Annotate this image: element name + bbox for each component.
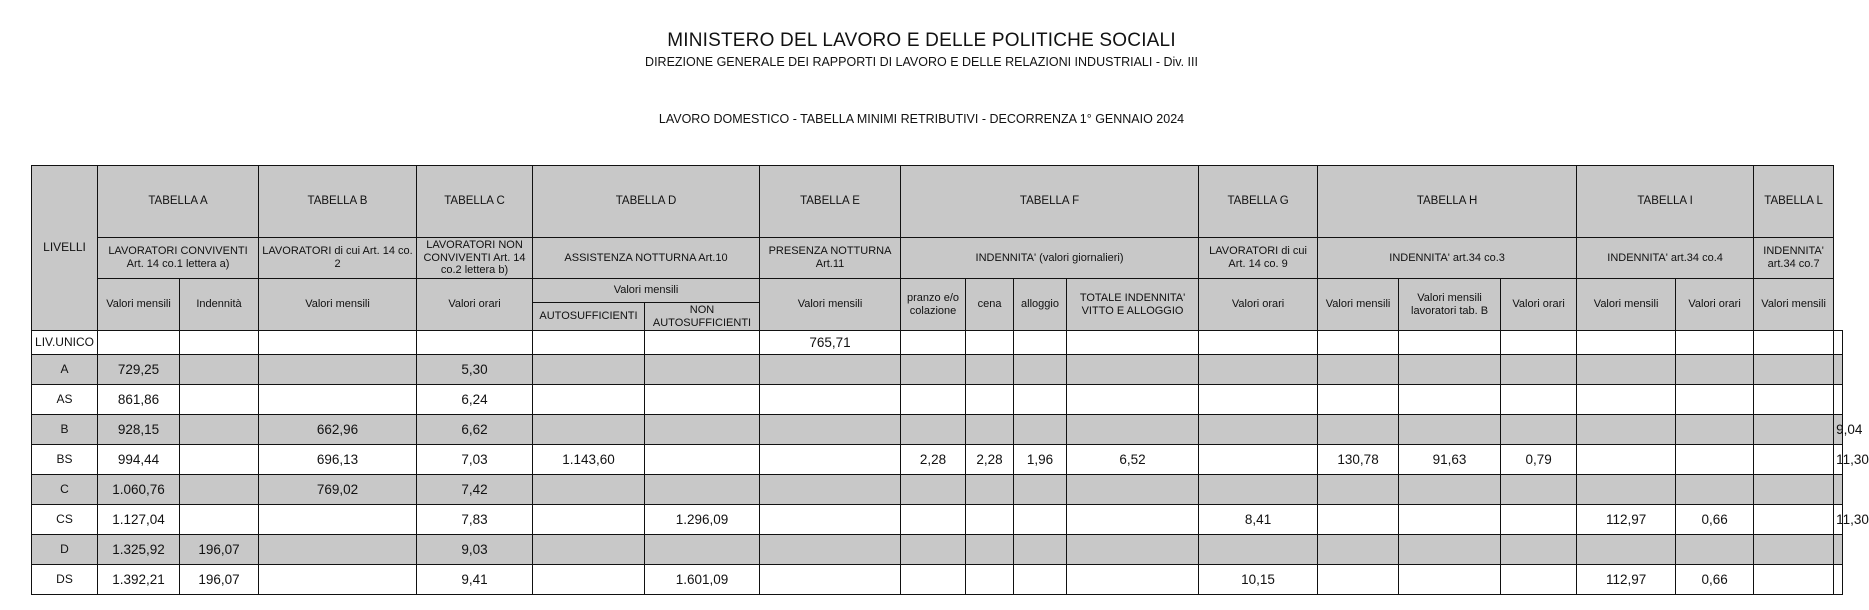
value-cell <box>901 355 966 385</box>
value-cell <box>1399 535 1501 565</box>
value-cell: 112,97 <box>1577 565 1676 595</box>
value-cell <box>645 355 760 385</box>
value-cell <box>1014 385 1067 415</box>
col-f-alloggio: alloggio <box>1014 279 1067 331</box>
value-cell <box>645 445 760 475</box>
value-cell <box>1754 331 1834 355</box>
value-cell <box>645 385 760 415</box>
value-cell <box>1014 331 1067 355</box>
value-cell: 1.601,09 <box>645 565 760 595</box>
tabella-i-desc: INDENNITA' art.34 co.4 <box>1577 238 1754 279</box>
value-cell <box>1067 415 1199 445</box>
value-cell <box>1834 385 1843 415</box>
value-cell <box>259 385 417 415</box>
value-cell: 11,30 <box>1834 505 1843 535</box>
value-cell <box>533 565 645 595</box>
col-l-valori-mensili: Valori mensili <box>1754 279 1834 331</box>
value-cell <box>760 565 901 595</box>
value-cell <box>1754 355 1834 385</box>
value-cell <box>645 475 760 505</box>
tabella-f-header: TABELLA F <box>901 166 1199 238</box>
value-cell <box>1834 331 1843 355</box>
value-cell <box>1501 385 1577 415</box>
col-e-valori-mensili: Valori mensili <box>760 279 901 331</box>
value-cell <box>180 475 259 505</box>
value-cell <box>259 565 417 595</box>
value-cell <box>1318 385 1399 415</box>
tabella-e-header: TABELLA E <box>760 166 901 238</box>
value-cell <box>1834 475 1843 505</box>
value-cell <box>1014 565 1067 595</box>
value-cell <box>645 415 760 445</box>
value-cell <box>1834 565 1843 595</box>
value-cell: 112,97 <box>1577 505 1676 535</box>
value-cell: 9,41 <box>417 565 533 595</box>
value-cell <box>417 331 533 355</box>
col-d-valori-mensili: Valori mensili <box>533 279 760 303</box>
tabella-b-desc: LAVORATORI di cui Art. 14 co. 2 <box>259 238 417 279</box>
col-h-valori-orari: Valori orari <box>1501 279 1577 331</box>
value-cell <box>645 331 760 355</box>
value-cell <box>1676 331 1754 355</box>
level-cell: A <box>32 355 98 385</box>
col-h-valori-mensili-tab-b: Valori mensili lavoratori tab. B <box>1399 279 1501 331</box>
value-cell: 196,07 <box>180 535 259 565</box>
tabella-h-header: TABELLA H <box>1318 166 1577 238</box>
value-cell: 196,07 <box>180 565 259 595</box>
value-cell: 696,13 <box>259 445 417 475</box>
value-cell: 6,24 <box>417 385 533 415</box>
table-row <box>32 355 1843 385</box>
value-cell <box>1577 415 1676 445</box>
value-cell: 7,83 <box>417 505 533 535</box>
value-cell: 1.060,76 <box>98 475 180 505</box>
table-row <box>32 331 1843 355</box>
value-cell <box>901 475 966 505</box>
col-a-valori-mensili: Valori mensili <box>98 279 180 331</box>
tabella-c-desc: LAVORATORI NON CONVIVENTI Art. 14 co.2 lettera b) <box>417 238 533 279</box>
tabella-g-header: TABELLA G <box>1199 166 1318 238</box>
col-f-pranzo: pranzo e/o colazione <box>901 279 966 331</box>
level-cell: D <box>32 535 98 565</box>
value-cell <box>1501 505 1577 535</box>
value-cell <box>259 331 417 355</box>
table-row <box>32 565 1843 595</box>
value-cell <box>180 415 259 445</box>
level-cell: B <box>32 415 98 445</box>
value-cell <box>966 475 1014 505</box>
level-cell: CS <box>32 505 98 535</box>
level-cell: BS <box>32 445 98 475</box>
value-cell: 1.325,92 <box>98 535 180 565</box>
document-title: LAVORO DOMESTICO - TABELLA MINIMI RETRIBUTIVI - DECORRENZA 1° GENNAIO 2024 <box>658 112 1185 126</box>
value-cell <box>901 415 966 445</box>
value-cell <box>760 415 901 445</box>
value-cell <box>760 505 901 535</box>
tabella-b-header: TABELLA B <box>259 166 417 238</box>
value-cell <box>1399 565 1501 595</box>
value-cell <box>98 331 180 355</box>
value-cell <box>180 331 259 355</box>
level-cell: DS <box>32 565 98 595</box>
value-cell <box>1501 565 1577 595</box>
value-cell: 130,78 <box>1318 445 1399 475</box>
tabella-h-desc: INDENNITA' art.34 co.3 <box>1318 238 1577 279</box>
value-cell <box>259 535 417 565</box>
value-cell <box>1014 475 1067 505</box>
col-i-valori-mensili: Valori mensili <box>1577 279 1676 331</box>
value-cell <box>1318 331 1399 355</box>
value-cell <box>1754 445 1834 475</box>
value-cell <box>533 535 645 565</box>
value-cell <box>901 535 966 565</box>
col-i-valori-orari: Valori orari <box>1676 279 1754 331</box>
tabella-f-desc: INDENNITA' (valori giornalieri) <box>901 238 1199 279</box>
value-cell: 0,66 <box>1676 505 1754 535</box>
page-title: MINISTERO DEL LAVORO E DELLE POLITICHE SOCIALI <box>667 30 1176 51</box>
value-cell: 1,96 <box>1014 445 1067 475</box>
value-cell <box>1754 535 1834 565</box>
value-cell <box>1014 355 1067 385</box>
value-cell <box>1199 355 1318 385</box>
value-cell <box>901 385 966 415</box>
value-cell <box>1014 415 1067 445</box>
value-cell: 765,71 <box>760 331 901 355</box>
value-cell <box>1754 505 1834 535</box>
value-cell <box>533 331 645 355</box>
col-d-autosufficienti: AUTOSUFFICIENTI <box>533 303 645 331</box>
col-b-valori-mensili: Valori mensili <box>259 279 417 331</box>
value-cell <box>645 535 760 565</box>
value-cell <box>1834 355 1843 385</box>
col-c-valori-orari: Valori orari <box>417 279 533 331</box>
value-cell <box>533 505 645 535</box>
value-cell <box>1754 475 1834 505</box>
value-cell <box>1014 535 1067 565</box>
value-cell <box>1501 475 1577 505</box>
value-cell <box>760 355 901 385</box>
level-cell: LIV.UNICO <box>32 331 98 355</box>
value-cell <box>1754 565 1834 595</box>
value-cell <box>1501 355 1577 385</box>
value-cell <box>1014 505 1067 535</box>
value-cell <box>1676 475 1754 505</box>
value-cell <box>1676 535 1754 565</box>
col-h-valori-mensili: Valori mensili <box>1318 279 1399 331</box>
table-row <box>32 505 1843 535</box>
value-cell <box>1199 445 1318 475</box>
value-cell <box>533 415 645 445</box>
value-cell <box>760 445 901 475</box>
value-cell: 8,41 <box>1199 505 1318 535</box>
value-cell <box>1754 385 1834 415</box>
value-cell <box>1318 565 1399 595</box>
value-cell <box>760 475 901 505</box>
value-cell <box>1067 505 1199 535</box>
value-cell <box>1318 535 1399 565</box>
value-cell <box>533 355 645 385</box>
level-cell: AS <box>32 385 98 415</box>
col-d-non-autosufficienti: NON AUTOSUFFICIENTI <box>645 303 760 331</box>
value-cell <box>1577 535 1676 565</box>
value-cell <box>1577 475 1676 505</box>
value-cell: 861,86 <box>98 385 180 415</box>
value-cell: 6,62 <box>417 415 533 445</box>
value-cell <box>1676 355 1754 385</box>
tabella-c-header: TABELLA C <box>417 166 533 238</box>
table-row <box>32 475 1843 505</box>
value-cell: 928,15 <box>98 415 180 445</box>
wage-table <box>31 165 1869 595</box>
value-cell <box>533 385 645 415</box>
value-cell: 6,52 <box>1067 445 1199 475</box>
value-cell <box>1067 475 1199 505</box>
value-cell <box>1399 505 1501 535</box>
value-cell: 5,30 <box>417 355 533 385</box>
value-cell <box>966 331 1014 355</box>
tabella-i-header: TABELLA I <box>1577 166 1754 238</box>
value-cell <box>966 415 1014 445</box>
value-cell <box>180 445 259 475</box>
page-subtitle: DIREZIONE GENERALE DEI RAPPORTI DI LAVORO E DELLE RELAZIONI INDUSTRIALI - Div. III <box>645 55 1198 69</box>
value-cell <box>1501 535 1577 565</box>
value-cell <box>966 565 1014 595</box>
value-cell <box>1676 385 1754 415</box>
livelli-header: LIVELLI <box>32 166 98 331</box>
value-cell <box>533 475 645 505</box>
value-cell <box>259 355 417 385</box>
value-cell <box>1577 445 1676 475</box>
level-cell: C <box>32 475 98 505</box>
value-cell: 91,63 <box>1399 445 1501 475</box>
value-cell: 7,42 <box>417 475 533 505</box>
value-cell <box>760 385 901 415</box>
value-cell <box>1577 385 1676 415</box>
value-cell: 7,03 <box>417 445 533 475</box>
tabella-d-desc: ASSISTENZA NOTTURNA Art.10 <box>533 238 760 279</box>
value-cell <box>1501 331 1577 355</box>
tabella-a-desc: LAVORATORI CONVIVENTI Art. 14 co.1 lettera a) <box>98 238 259 279</box>
value-cell <box>901 565 966 595</box>
value-cell <box>1399 475 1501 505</box>
value-cell <box>1399 385 1501 415</box>
value-cell: 0,79 <box>1501 445 1577 475</box>
value-cell <box>1318 355 1399 385</box>
tabella-l-desc: INDENNITA' art.34 co.7 <box>1754 238 1834 279</box>
value-cell <box>259 505 417 535</box>
value-cell <box>1834 535 1843 565</box>
value-cell <box>1318 475 1399 505</box>
value-cell: 10,15 <box>1199 565 1318 595</box>
value-cell: 662,96 <box>259 415 417 445</box>
tabella-a-header: TABELLA A <box>98 166 259 238</box>
value-cell <box>1501 415 1577 445</box>
value-cell <box>1199 385 1318 415</box>
value-cell <box>1067 535 1199 565</box>
value-cell <box>180 355 259 385</box>
value-cell: 9,04 <box>1834 415 1843 445</box>
value-cell: 994,44 <box>98 445 180 475</box>
value-cell <box>1577 355 1676 385</box>
value-cell <box>966 535 1014 565</box>
tabella-d-header: TABELLA D <box>533 166 760 238</box>
value-cell: 2,28 <box>966 445 1014 475</box>
value-cell: 1.143,60 <box>533 445 645 475</box>
col-a-indennita: Indennità <box>180 279 259 331</box>
tabella-e-desc: PRESENZA NOTTURNA Art.11 <box>760 238 901 279</box>
table-row <box>32 385 1843 415</box>
col-g-valori-orari: Valori orari <box>1199 279 1318 331</box>
value-cell: 1.127,04 <box>98 505 180 535</box>
value-cell <box>1067 385 1199 415</box>
value-cell: 0,66 <box>1676 565 1754 595</box>
value-cell <box>1199 415 1318 445</box>
value-cell <box>901 331 966 355</box>
value-cell <box>1754 415 1834 445</box>
value-cell <box>1318 505 1399 535</box>
value-cell <box>180 385 259 415</box>
value-cell: 729,25 <box>98 355 180 385</box>
value-cell <box>1199 535 1318 565</box>
value-cell <box>1067 331 1199 355</box>
value-cell <box>1399 415 1501 445</box>
value-cell: 11,30 <box>1834 445 1843 475</box>
value-cell <box>966 505 1014 535</box>
value-cell <box>966 355 1014 385</box>
value-cell <box>1399 331 1501 355</box>
col-f-totale: TOTALE INDENNITA' VITTO E ALLOGGIO <box>1067 279 1199 331</box>
value-cell: 1.392,21 <box>98 565 180 595</box>
value-cell <box>1067 355 1199 385</box>
value-cell <box>760 535 901 565</box>
value-cell <box>1676 445 1754 475</box>
table-row <box>32 445 1843 475</box>
value-cell <box>1676 415 1754 445</box>
col-f-cena: cena <box>966 279 1014 331</box>
value-cell <box>180 505 259 535</box>
value-cell: 9,03 <box>417 535 533 565</box>
value-cell <box>1199 475 1318 505</box>
value-cell <box>1399 355 1501 385</box>
value-cell <box>1067 565 1199 595</box>
value-cell <box>901 505 966 535</box>
value-cell <box>966 385 1014 415</box>
table-row <box>32 535 1843 565</box>
table-row <box>32 415 1843 445</box>
tabella-g-desc: LAVORATORI di cui Art. 14 co. 9 <box>1199 238 1318 279</box>
value-cell: 769,02 <box>259 475 417 505</box>
value-cell: 1.296,09 <box>645 505 760 535</box>
value-cell: 2,28 <box>901 445 966 475</box>
tabella-l-header: TABELLA L <box>1754 166 1834 238</box>
value-cell <box>1199 331 1318 355</box>
value-cell <box>1318 415 1399 445</box>
value-cell <box>1577 331 1676 355</box>
